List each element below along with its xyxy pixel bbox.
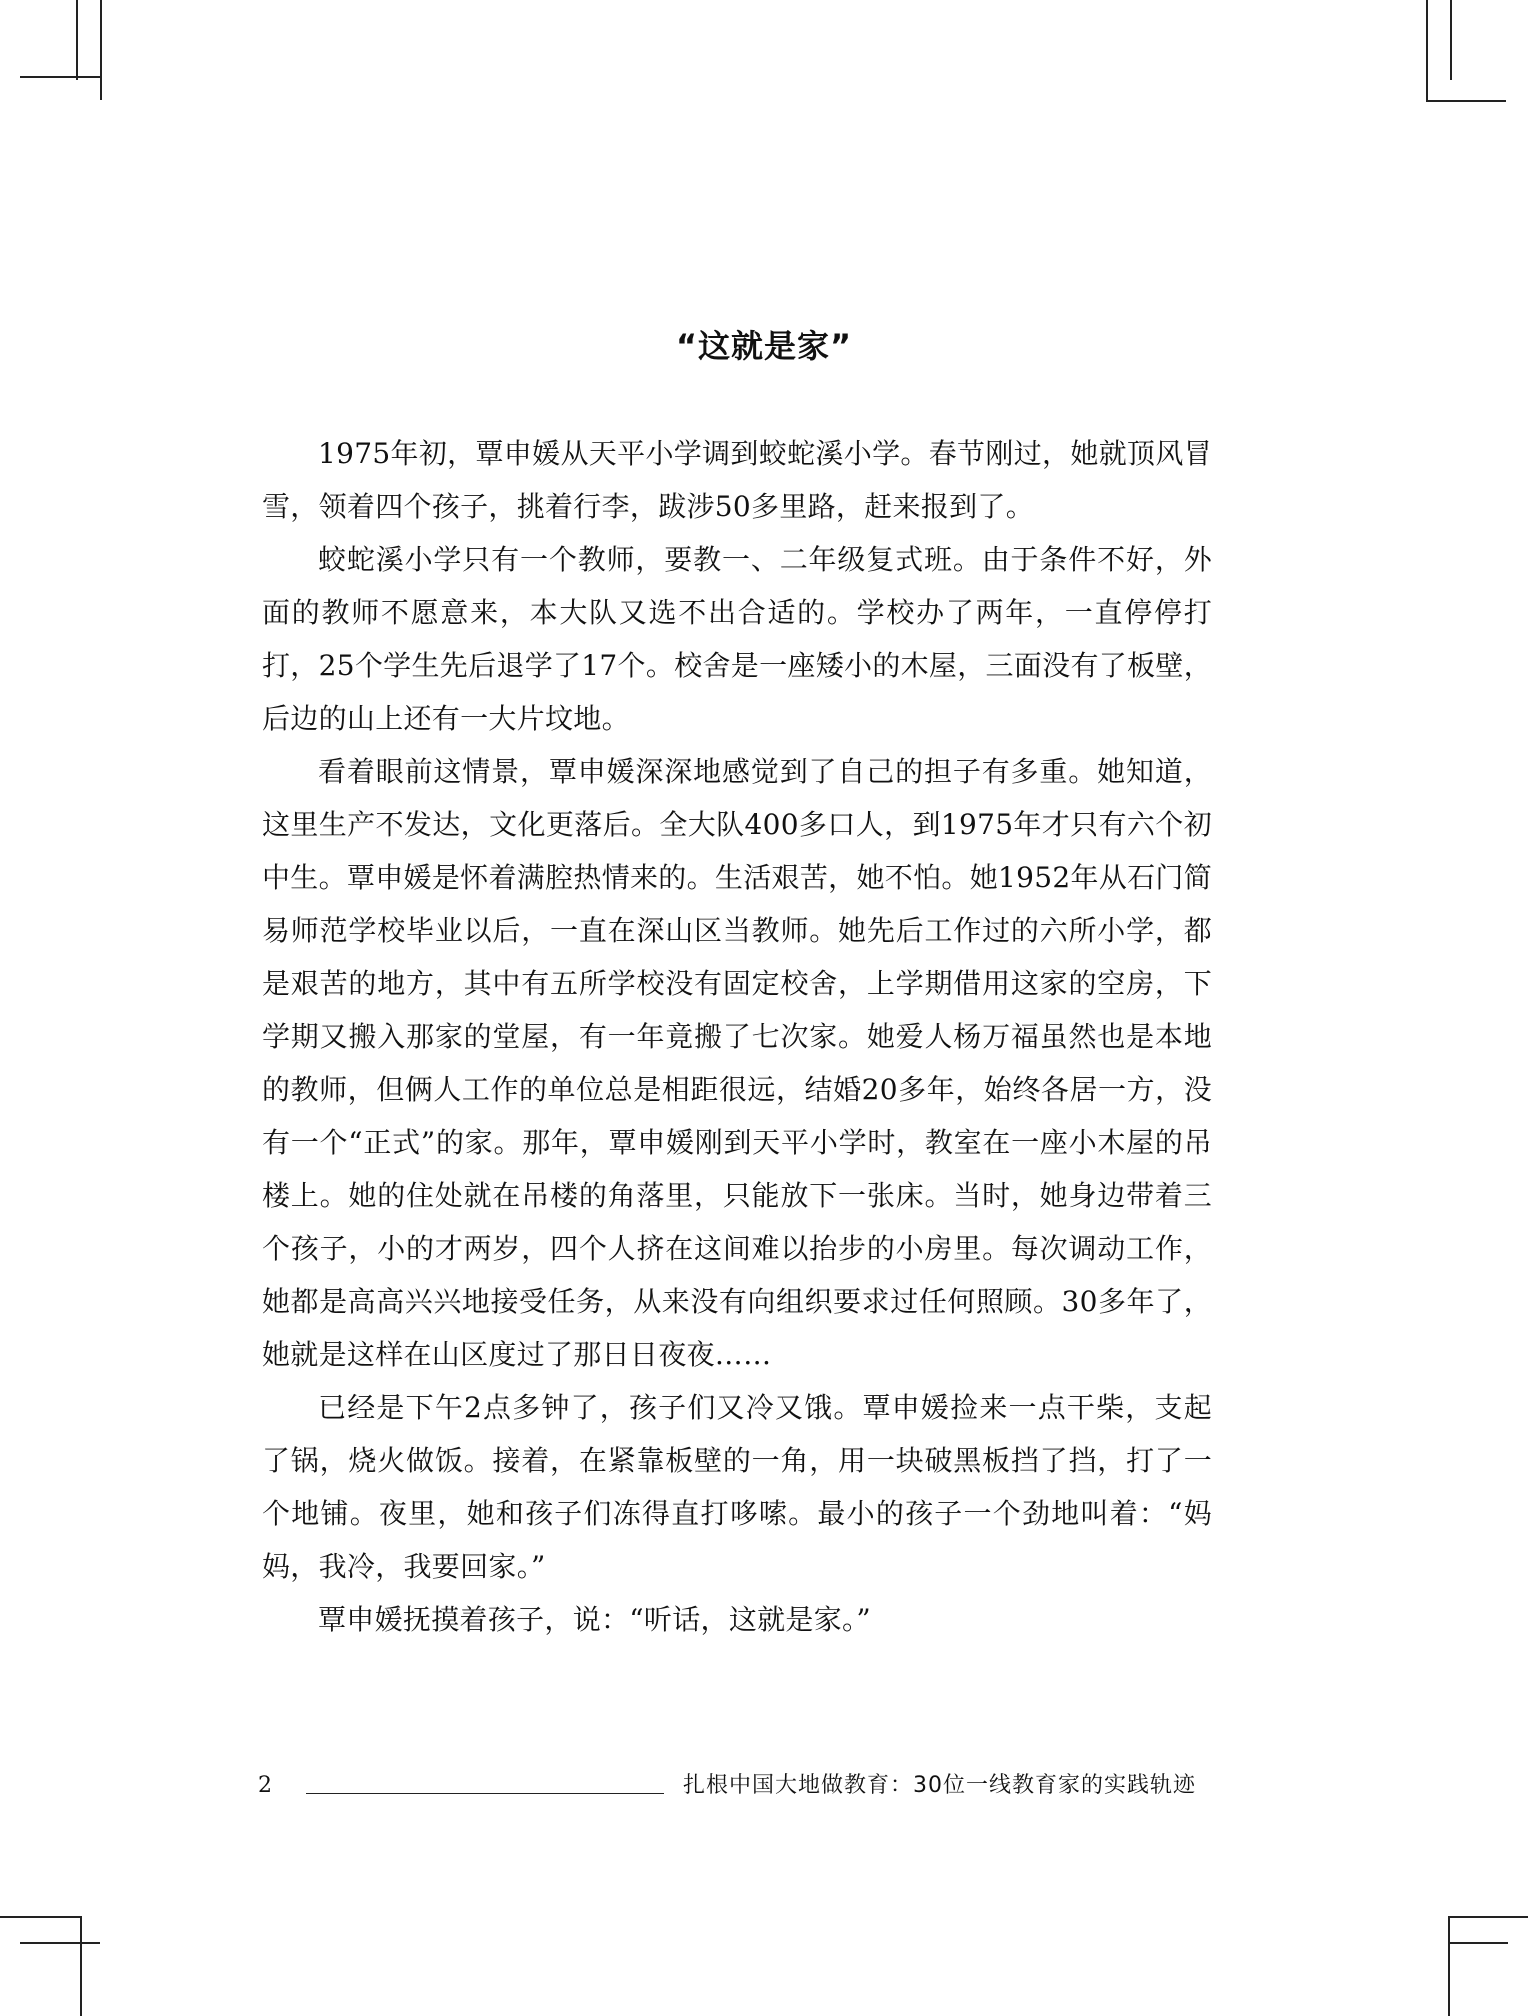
page-footer [258,1766,1258,1806]
footer-rule [306,1793,664,1794]
crop-mark-bottom-right-horizontal [1448,1916,1528,1918]
crop-mark-top-left-inner [76,0,78,80]
crop-mark-bottom-right-vertical [1448,1916,1450,2016]
paragraph: 看着眼前这情景，覃申媛深深地感觉到了自己的担子有多重。她知道，这里生产不发达，文化更落后。全大队400多口人，到1975年才只有六个初中生。覃申媛是怀着满腔热情来的。生活艰苦，她不怕。她1952年从石门简易师范学校毕业以后，一直在深山区当教师。她先后工作过的六所小学，都是艰苦的地方，其中有五所学校没有固定校舍，上学期借用这家的空房，下学期又搬入那家的堂屋，有一年竟搬了七次家。她爱人杨万福虽然也是本地的教师，但俩人工作的单位总是相距很远，结婚20多年，始终各居一方，没有一个“正式”的家。那年，覃申媛刚到天平小学时，教室在一座小木屋的吊楼上。她的住处就在吊楼的角落里，只能放下一张床。当时，她身边带着三个孩子，小的才两岁，四个人挤在这间难以抬步的小房里。每次调动工作，她都是高高兴兴地接受任务，从来没有向组织要求过任何照顾。30多年了，她就是这样在山区度过了那日日夜夜…… [262,755,1212,1371]
crop-mark-top-left-horizontal [20,76,100,78]
page-number: 2 [258,1773,272,1798]
paragraph: 蛟蛇溪小学只有一个教师，要教一、二年级复式班。由于条件不好，外面的教师不愿意来，本大队又选不出合适的。学校办了两年，一直停停打打，25个学生先后退学了17个。校舍是一座矮小的木屋，三面没有了板壁，后边的山上还有一大片坟地。 [262,543,1212,735]
book-title: 扎根中国大地做教育：30位一线教育家的实践轨迹 [683,1773,1196,1798]
crop-mark-bottom-left-inner [20,1942,100,1944]
crop-mark-top-right-horizontal [1426,100,1506,102]
crop-mark-bottom-left-vertical [80,1916,82,2016]
paragraph: 1975年初，覃申媛从天平小学调到蛟蛇溪小学。春节刚过，她就顶风冒雪，领着四个孩子，挑着行李，跋涉50多里路，赶来报到了。 [262,437,1212,523]
crop-mark-top-right-vertical [1426,0,1428,100]
crop-mark-top-left-vertical [100,0,102,100]
paragraph: 已经是下午2点多钟了，孩子们又冷又饿。覃申媛捡来一点干柴，支起了锅，烧火做饭。接着，在紧靠板壁的一角，用一块破黑板挡了挡，打了一个地铺。夜里，她和孩子们冻得直打哆嗦。最小的孩子一个劲地叫着：“妈妈，我冷，我要回家。” [262,1391,1212,1583]
body-text [262,427,1212,1646]
paragraph: 覃申媛抚摸着孩子，说：“听话，这就是家。” [318,1603,871,1636]
crop-mark-top-right-inner [1450,0,1452,80]
crop-mark-bottom-left-horizontal [0,1916,82,1918]
crop-mark-bottom-right-inner [1448,1942,1508,1944]
chapter-title: “这就是家” [675,327,853,365]
